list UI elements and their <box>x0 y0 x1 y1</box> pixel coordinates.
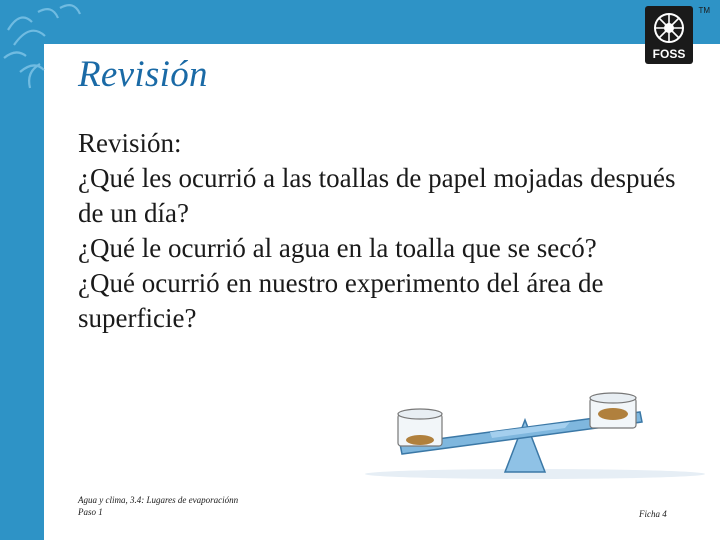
trademark-mark: TM <box>698 6 710 15</box>
footer-sheet-number: Ficha 4 <box>639 509 667 519</box>
slide-title: Revisión <box>78 54 208 95</box>
question-3: ¿Qué ocurrió en nuestro experimento del área de superficie? <box>78 268 604 333</box>
question-1: ¿Qué les ocurrió a las toallas de papel mojadas después de un día? <box>78 163 676 228</box>
foss-logo-text: FOSS <box>652 47 686 61</box>
footer-source-line-2: Paso 1 <box>78 507 103 517</box>
footer-source-line-1: Agua y clima, 3.4: Lugares de evaporaciónn <box>78 495 239 505</box>
foss-logo <box>645 6 693 64</box>
slide-body <box>78 126 678 336</box>
question-2: ¿Qué le ocurrió al agua en la toalla que se secó? <box>78 233 597 263</box>
slide-heading: Revisión: <box>78 128 182 158</box>
footer-source <box>78 494 238 518</box>
balance-scale-icon <box>340 392 720 492</box>
